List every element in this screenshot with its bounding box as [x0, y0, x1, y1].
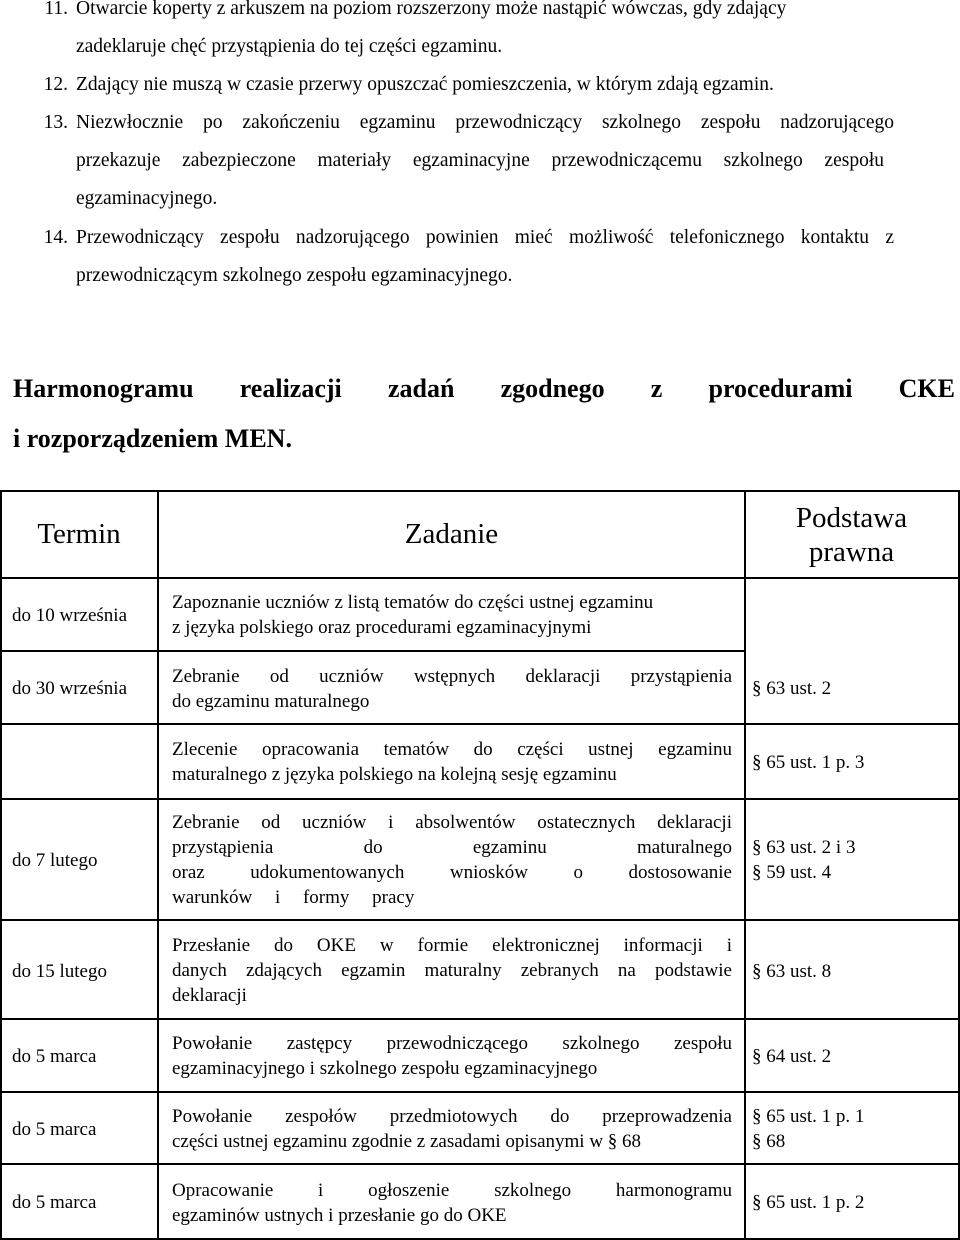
term-cell: do 10 września	[12, 605, 128, 626]
item-number: 14.	[43, 227, 68, 248]
task-cell: Opracowanie i ogłoszenie szkolnego harmonogramu egzaminów ustnych i przesłanie go do OKE	[172, 1180, 732, 1226]
table-divider	[157, 490, 159, 1240]
item-text: przewodniczącym szkolnego zespołu egzaminacyjnego.	[76, 265, 513, 286]
task-cell: Zebranie od uczniów i absolwentów ostatecznych deklaracji przystąpienia do egzaminu maturalnego oraz udokumentowanych wniosków o dostosowanie warunków i formy pracy	[172, 812, 732, 908]
term-cell: do 7 lutego	[12, 850, 98, 871]
table-divider	[157, 919, 960, 921]
basis-cell: § 65 ust. 1 p. 3	[752, 752, 865, 773]
task-cell: Zebranie od uczniów wstępnych deklaracji przystąpienia do egzaminu maturalnego	[172, 666, 732, 712]
table-border-left	[0, 490, 2, 1240]
heading-line: i rozporządzeniem MEN.	[13, 424, 292, 453]
section-sign: §	[752, 1131, 762, 1152]
basis-cell: § 63 ust. 2	[752, 678, 832, 699]
basis-cell: § 63 ust. 2 i 3 § 59 ust. 4	[752, 837, 856, 883]
table-border-bottom	[0, 1238, 960, 1240]
basis-cell: § 63 ust. 8	[752, 961, 832, 982]
table-divider	[157, 1091, 960, 1093]
item-text: egzaminacyjnego.	[76, 188, 218, 209]
table-divider	[0, 650, 158, 652]
task-cell: Zapoznanie uczniów z listą tematów do części ustnej egzaminu z języka polskiego oraz procedurami egzaminacyjnymi	[172, 592, 654, 638]
header-task: Zadanie	[404, 518, 499, 550]
term-cell: do 15 lutego	[12, 961, 107, 982]
section-sign: §	[752, 678, 762, 699]
term-cell: do 5 marca	[12, 1046, 97, 1067]
task-cell: Przesłanie do OKE w formie elektronicznej informacji i danych zdających egzamin maturalny zebranych na podstawie deklaracji	[172, 935, 732, 1006]
table-divider	[157, 798, 960, 800]
section-sign: §	[752, 1192, 762, 1213]
item-text: Otwarcie koperty z arkuszem na poziom rozszerzony może nastąpić wówczas, gdy zdający	[76, 0, 787, 19]
section-sign: §	[752, 837, 762, 858]
table-divider	[0, 1091, 158, 1093]
header-basis: Podstawa prawna	[795, 502, 908, 568]
table-divider	[157, 723, 960, 725]
item-number: 12.	[43, 74, 68, 95]
basis-cell: § 65 ust. 1 p. 1 § 68	[752, 1106, 865, 1152]
table-divider	[157, 1018, 960, 1020]
schedule-table	[0, 490, 960, 1240]
list-item	[0, 219, 960, 295]
list-item	[0, 104, 960, 218]
item-text: zadeklaruje chęć przystąpienia do tej części egzaminu.	[76, 36, 503, 57]
table-divider	[157, 1163, 960, 1165]
item-number: 11.	[44, 0, 68, 19]
section-sign: §	[752, 862, 762, 883]
term-cell: do 5 marca	[12, 1119, 97, 1140]
table-divider	[744, 490, 746, 1240]
item-text: przekazuje zabezpieczone materiały egzaminacyjne przewodniczącemu szkolnego zespołu	[76, 150, 884, 171]
section-sign: §	[752, 1046, 762, 1067]
table-divider	[0, 1163, 158, 1165]
item-text: Niezwłocznie po zakończeniu egzaminu przewodniczący szkolnego zespołu nadzorującego	[76, 112, 894, 133]
table-divider	[0, 723, 158, 725]
task-cell: Powołanie zastępcy przewodniczącego szkolnego zespołu egzaminacyjnego i szkolnego zespołu egzaminacyjnego	[172, 1033, 732, 1079]
section-heading	[13, 364, 955, 464]
table-divider	[0, 798, 158, 800]
table-border-right	[958, 490, 960, 1240]
item-text: Przewodniczący zespołu nadzorującego powinien mieć możliwość telefonicznego kontaktu z	[76, 227, 894, 248]
table-divider	[0, 1018, 158, 1020]
header-term: Termin	[37, 518, 121, 550]
section-sign: §	[752, 961, 762, 982]
table-divider	[0, 919, 158, 921]
basis-cell: § 64 ust. 2	[752, 1046, 832, 1067]
basis-cell: § 65 ust. 1 p. 2	[752, 1192, 865, 1213]
table-divider	[157, 650, 745, 652]
task-cell: Zlecenie opracowania tematów do części ustnej egzaminu maturalnego z języka polskiego na kolejną sesję egzaminu	[172, 739, 732, 785]
term-cell: do 5 marca	[12, 1192, 97, 1213]
heading-line: Harmonogramu realizacji zadań zgodnego z procedurami CKE	[13, 374, 955, 403]
table-divider	[0, 577, 960, 579]
task-cell: Powołanie zespołów przedmiotowych do przeprowadzenia części ustnej egzaminu zgodnie z zasadami opisanymi w § 68	[172, 1106, 732, 1152]
table-border-top	[0, 490, 960, 492]
item-number: 13.	[43, 112, 68, 133]
list-item	[0, 0, 960, 66]
section-sign: §	[752, 1106, 762, 1127]
item-text: Zdający nie muszą w czasie przerwy opuszczać pomieszczenia, w którym zdają egzamin.	[76, 74, 774, 95]
list-item	[0, 66, 960, 104]
section-sign: §	[752, 752, 762, 773]
term-cell: do 30 września	[12, 678, 128, 699]
